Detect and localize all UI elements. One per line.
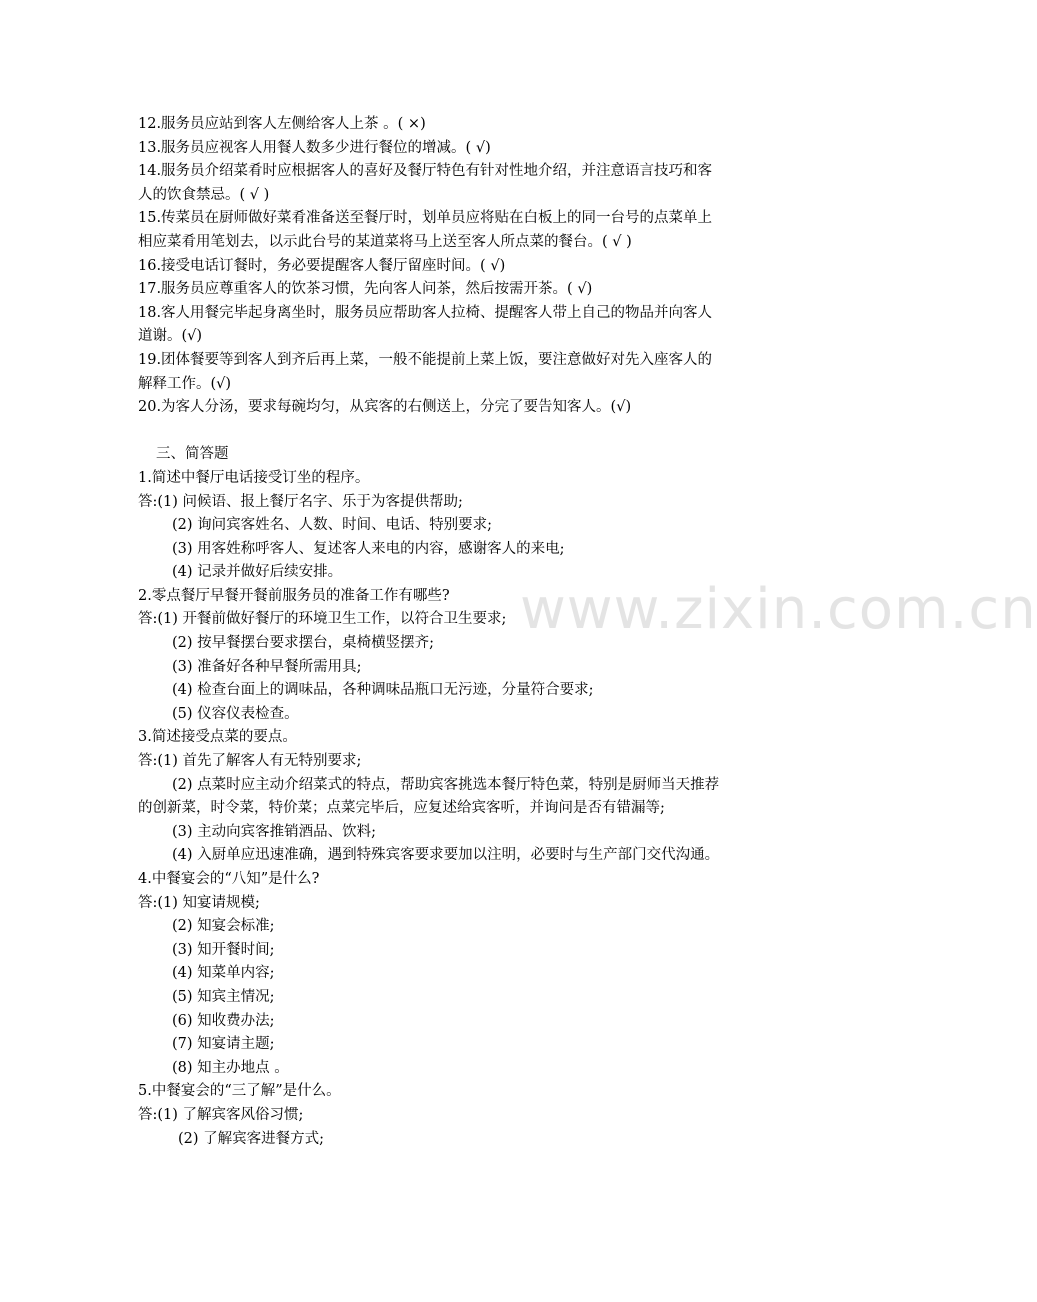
answer-point: (4) 入厨单应迅速准确，遇到特殊宾客要求要加以注明，必要时与生产部门交代沟通。 (172, 847, 720, 864)
tf-item-text: 16.接受电话订餐时，务必要提醒客人餐厅留座时间。( √) (138, 257, 506, 274)
answer-point: (3) 准备好各种早餐所需用具; (172, 658, 362, 675)
answer-first-line: 答:(1) 问候语、报上餐厅名字、乐于为客提供帮助; (138, 493, 463, 510)
section-title: 三、简答题 (156, 446, 229, 463)
tf-item (138, 207, 798, 254)
question-title: 4.中餐宴会的“八知”是什么? (138, 871, 320, 887)
answer-point: (2) 询问宾客姓名、人数、时间、电话、特别要求; (172, 517, 493, 534)
document-content (138, 113, 798, 1151)
tf-item-text: 14.服务员介绍菜肴时应根据客人的喜好及餐厅特色有针对性地介绍，并注意语言技巧和客 (138, 163, 713, 180)
answer-point: (3) 用客姓称呼客人、复述客人来电的内容，感谢客人的来电; (172, 540, 565, 557)
tf-item-text: 20.为客人分汤，要求每碗均匀，从宾客的右侧送上，分完了要告知客人。(√) (138, 399, 632, 416)
answer-point: (6) 知收费办法; (172, 1012, 275, 1029)
answer-point: (3) 知开餐时间; (172, 941, 275, 958)
answer-point-continuation: 的创新菜，时令菜，特价菜；点菜完毕后，应复述给宾客听，并询问是否有错漏等; (138, 800, 665, 817)
question-block (138, 467, 798, 585)
question-title: 2.零点餐厅早餐开餐前服务员的准备工作有哪些? (138, 587, 450, 604)
watermark: www.zixin.com.cn (520, 577, 1037, 642)
tf-item-continuation: 人的饮食禁忌。( √ ) (138, 186, 270, 203)
true-false-list (138, 113, 798, 420)
short-answer-list (138, 467, 798, 1151)
question-block (138, 726, 798, 868)
tf-item-text: 18.客人用餐完毕起身离坐时，服务员应帮助客人拉椅、提醒客人带上自己的物品并向客人 (138, 304, 713, 321)
question-title: 1.简述中餐厅电话接受订坐的程序。 (138, 469, 370, 486)
tf-item-text: 19.团体餐要等到客人到齐后再上菜，一般不能提前上菜上饭，要注意做好对先入座客人的 (138, 351, 713, 368)
answer-first-line: 答:(1) 了解宾客风俗习惯; (138, 1106, 304, 1123)
spacer (138, 420, 798, 444)
tf-item (138, 137, 798, 161)
tf-item-text: 17.服务员应尊重客人的饮茶习惯，先向客人问茶，然后按需开茶。( √) (138, 281, 593, 298)
question-title: 5.中餐宴会的“三了解”是什么。 (138, 1083, 341, 1100)
tf-item (138, 160, 798, 207)
tf-item-continuation: 解释工作。(√) (138, 375, 232, 392)
question-block (138, 1080, 798, 1151)
question-title: 3.简述接受点菜的要点。 (138, 729, 297, 746)
answer-point: (2) 了解宾客进餐方式; (178, 1130, 325, 1147)
answer-point: (2) 点菜时应主动介绍菜式的特点，帮助宾客挑选本餐厅特色菜，特别是厨师当天推荐 (172, 776, 720, 793)
answer-point: (8) 知主办地点 。 (172, 1059, 289, 1076)
question-block (138, 868, 798, 1080)
answer-point: (2) 知宴会标准; (172, 918, 275, 935)
tf-item (138, 255, 798, 279)
answer-point: (5) 知宾主情况; (172, 988, 275, 1005)
tf-item-continuation: 相应菜肴用笔划去，以示此台号的某道菜将马上送至客人所点菜的餐台。( √ ) (138, 233, 632, 250)
answer-point: (3) 主动向宾客推销酒品、饮料; (172, 823, 377, 840)
tf-item-text: 12.服务员应站到客人左侧给客人上茶 。( ×) (138, 116, 426, 132)
answer-first-line: 答:(1) 开餐前做好餐厅的环境卫生工作，以符合卫生要求; (138, 611, 507, 628)
tf-item (138, 302, 798, 349)
question-block (138, 585, 798, 727)
answer-point: (5) 仪容仪表检查。 (172, 705, 299, 722)
tf-item (138, 349, 798, 396)
answer-first-line: 答:(1) 首先了解客人有无特别要求; (138, 753, 362, 770)
answer-point: (4) 记录并做好后续安排。 (172, 564, 343, 581)
answer-point: (2) 按早餐摆台要求摆台，桌椅横竖摆齐; (172, 635, 435, 652)
tf-item (138, 396, 798, 420)
tf-item (138, 113, 798, 137)
answer-point: (7) 知宴请主题; (172, 1036, 275, 1053)
tf-item-text: 13.服务员应视客人用餐人数多少进行餐位的增减。( √) (138, 139, 491, 156)
answer-point: (4) 检查台面上的调味品，各种调味品瓶口无污迹，分量符合要求; (172, 682, 594, 699)
tf-item-continuation: 道谢。(√) (138, 328, 203, 345)
tf-item (138, 278, 798, 302)
answer-point: (4) 知菜单内容; (172, 965, 275, 982)
answer-first-line: 答:(1) 知宴请规模; (138, 894, 260, 911)
tf-item-text: 15.传菜员在厨师做好菜肴准备送至餐厅时，划单员应将贴在白板上的同一台号的点菜单上 (138, 210, 713, 227)
